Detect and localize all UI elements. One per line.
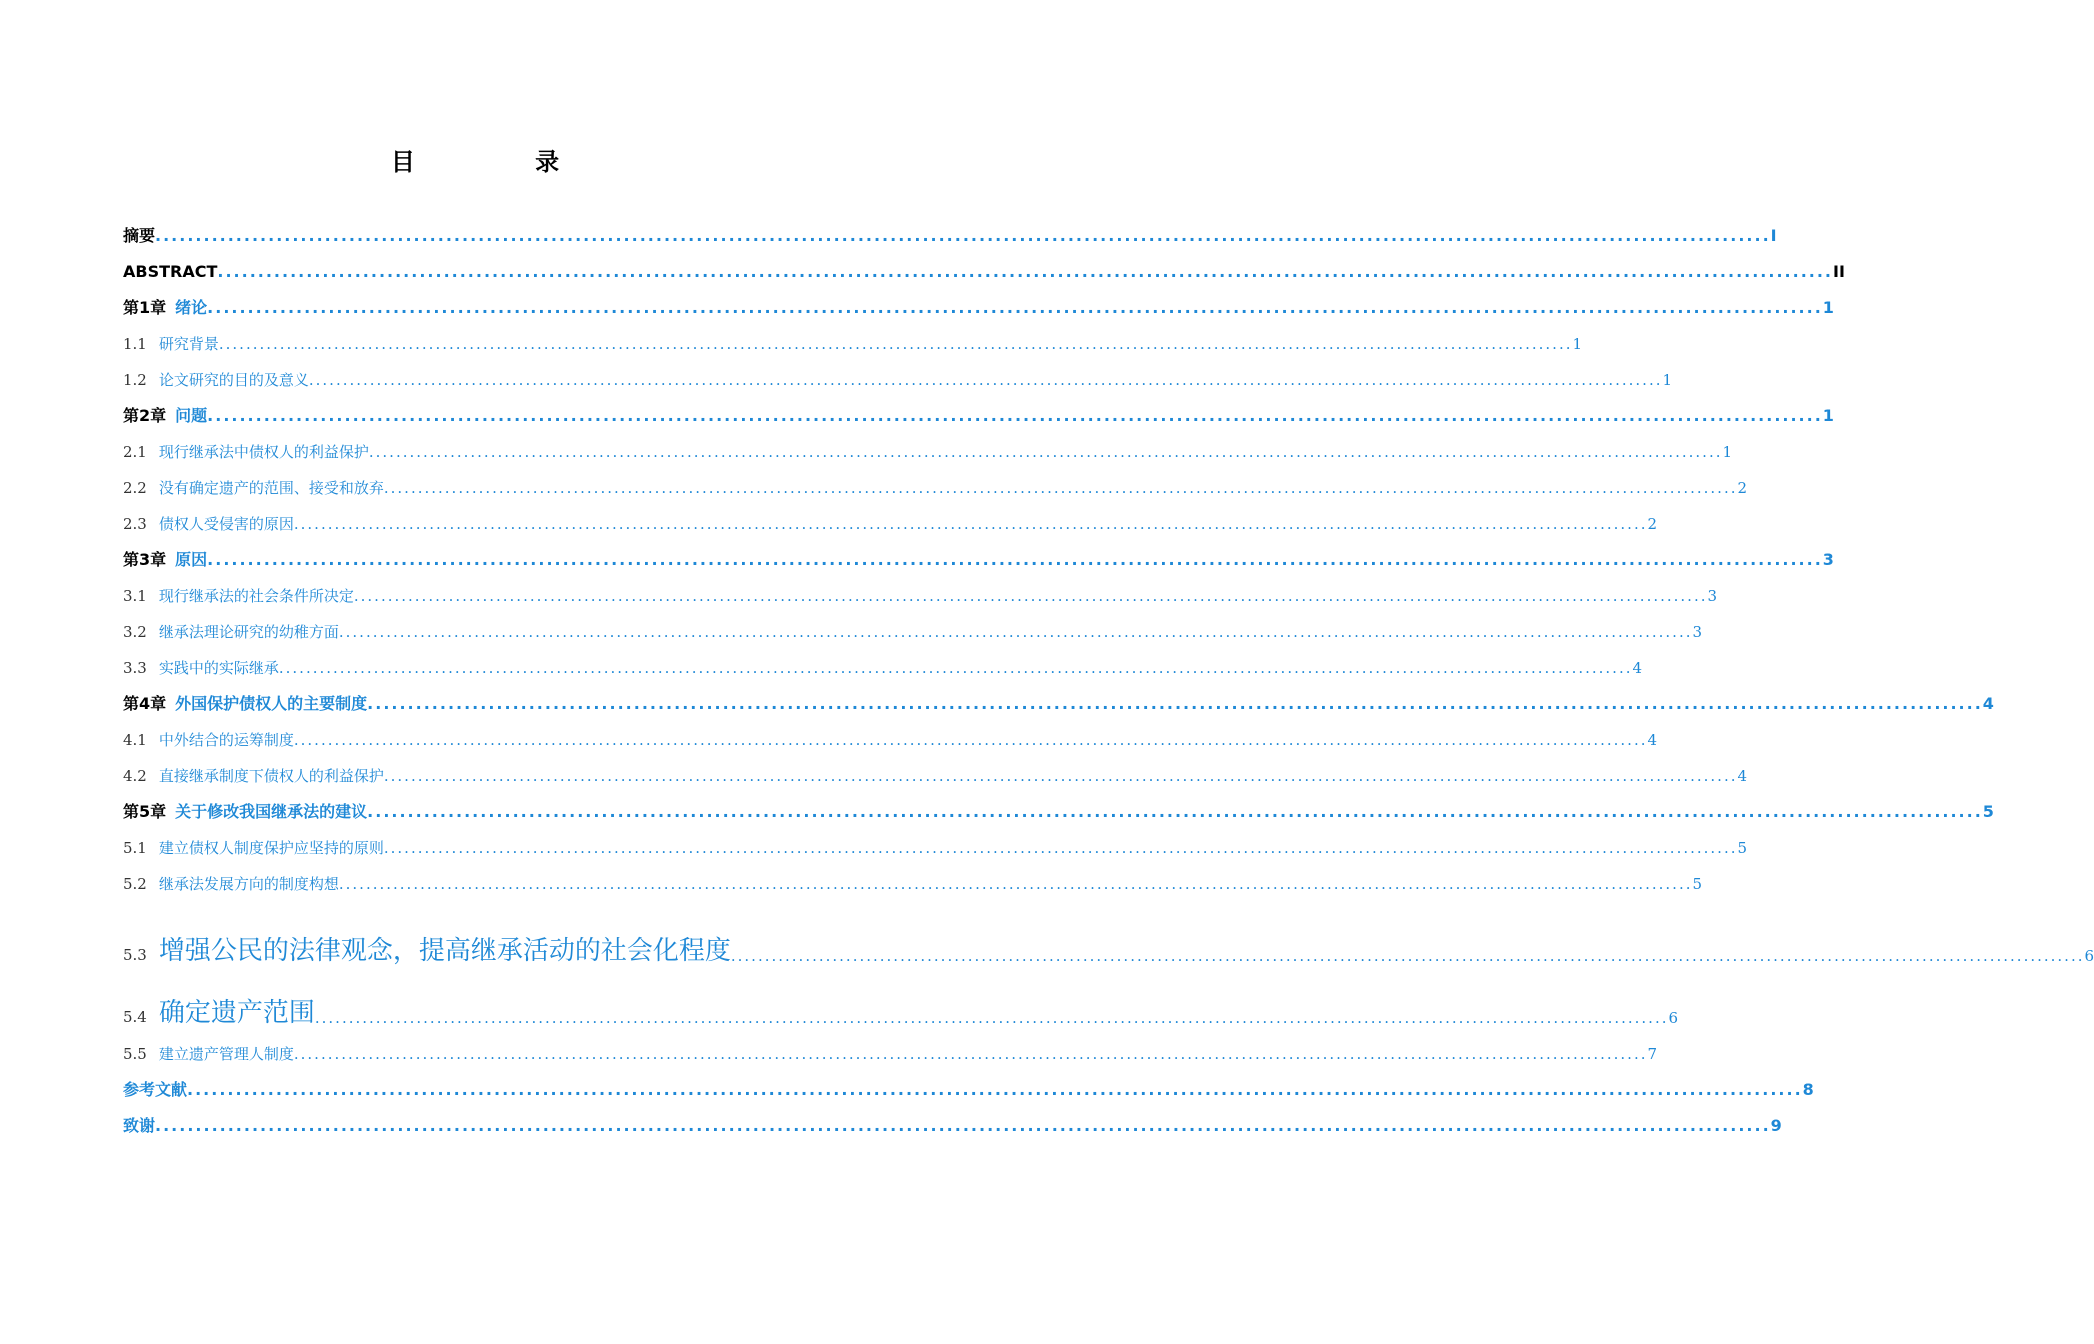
- toc-entry-label[interactable]: 增强公民的法律观念，提高继承活动的社会化程度: [158, 936, 731, 966]
- toc-dot-leader: ........................................................................................................................................................................................................: [207, 298, 1823, 317]
- toc-entry[interactable]: [123, 352, 1673, 389]
- toc-entry[interactable]: [123, 784, 1994, 821]
- toc-dot-leader: ........................................................................................................................................................................................................: [367, 802, 1983, 821]
- toc-entry-number: 3.2: [123, 623, 147, 641]
- toc-entry-label[interactable]: 中外结合的运筹制度: [158, 731, 294, 749]
- toc-entry-label[interactable]: 实践中的实际继承: [158, 659, 279, 677]
- toc-entry[interactable]: [123, 604, 1703, 641]
- toc-entry[interactable]: [123, 1062, 1814, 1099]
- toc-dot-leader: ........................................................................................................................................................................................................: [383, 767, 1738, 785]
- toc-entry-label[interactable]: 摘要: [123, 226, 156, 245]
- toc-entry[interactable]: [123, 676, 1994, 713]
- toc-entry-number: 第4章: [123, 694, 167, 713]
- toc-dot-leader: ........................................................................................................................................................................................................: [293, 1045, 1648, 1063]
- toc-entry[interactable]: [123, 460, 1748, 497]
- toc-dot-leader: ........................................................................................................................................................................................................: [730, 947, 2085, 965]
- toc-dot-leader: ........................................................................................................................................................................................................: [383, 479, 1738, 497]
- toc-page-number[interactable]: 2: [1647, 515, 1658, 533]
- toc-entry-label[interactable]: ABSTRACT: [123, 262, 218, 281]
- toc-entry-label[interactable]: 外国保护债权人的主要制度: [175, 694, 368, 713]
- toc-page-number[interactable]: 3: [1822, 550, 1834, 569]
- toc-page-number[interactable]: 1: [1662, 371, 1673, 389]
- toc-page-number[interactable]: 9: [1770, 1116, 1782, 1135]
- toc-page-number[interactable]: 7: [1647, 1045, 1658, 1063]
- toc-page-number[interactable]: 6: [1668, 1009, 1679, 1027]
- toc-entry-number: 5.1: [123, 839, 147, 857]
- toc-entry-number: 第3章: [123, 550, 167, 569]
- toc-entry[interactable]: [123, 1098, 1782, 1135]
- toc-entry-number: 3.3: [123, 659, 147, 677]
- toc-entry[interactable]: [123, 640, 1643, 677]
- toc-entry[interactable]: [123, 496, 1658, 533]
- toc-page-number[interactable]: 1: [1822, 406, 1834, 425]
- toc-entry-label[interactable]: 论文研究的目的及意义: [158, 371, 309, 389]
- toc-entry-label[interactable]: 没有确定遗产的范围、接受和放弃: [158, 479, 384, 497]
- toc-entry-number: 第1章: [123, 298, 167, 317]
- toc-entry-label[interactable]: 债权人受侵害的原因: [158, 515, 294, 533]
- toc-entry-number: 1.1: [123, 335, 147, 353]
- toc-page-number[interactable]: 3: [1707, 587, 1718, 605]
- toc-entry-label[interactable]: 现行继承法的社会条件所决定: [158, 587, 354, 605]
- toc-entry-number: 3.1: [123, 587, 147, 605]
- toc-page-number[interactable]: II: [1833, 262, 1845, 281]
- toc-entry-label[interactable]: 继承法发展方向的制度构想: [158, 875, 339, 893]
- toc-entry-label[interactable]: 直接继承制度下债权人的利益保护: [158, 767, 384, 785]
- toc-dot-leader: ........................................................................................................................................................................................................: [207, 406, 1823, 425]
- toc-dot-leader: ........................................................................................................................................................................................................: [217, 262, 1833, 281]
- toc-title: 目 录: [390, 148, 616, 176]
- toc-entry-label[interactable]: 研究背景: [158, 335, 219, 353]
- toc-entry[interactable]: [123, 856, 1703, 893]
- toc-entry-label[interactable]: 关于修改我国继承法的建议: [175, 802, 368, 821]
- toc-entry[interactable]: [123, 280, 1834, 317]
- toc-entry-label[interactable]: 致谢: [123, 1116, 156, 1135]
- toc-entry[interactable]: [123, 568, 1718, 605]
- toc-dot-leader: ........................................................................................................................................................................................................: [367, 694, 1983, 713]
- toc-dot-leader: ........................................................................................................................................................................................................: [218, 335, 1573, 353]
- toc-entry[interactable]: [123, 748, 1748, 785]
- toc-entry-label[interactable]: 继承法理论研究的幼稚方面: [158, 623, 339, 641]
- toc-entry[interactable]: [123, 388, 1834, 425]
- toc-entry[interactable]: [123, 316, 1583, 353]
- toc-page-number[interactable]: 3: [1692, 623, 1703, 641]
- toc-entry[interactable]: [123, 532, 1834, 569]
- toc-entry-number: 5.5: [123, 1045, 147, 1063]
- toc-entry-label[interactable]: 建立债权人制度保护应坚持的原则: [158, 839, 384, 857]
- toc-entry-number: 第2章: [123, 406, 167, 425]
- toc-page-number[interactable]: 4: [1632, 659, 1643, 677]
- toc-entry-label[interactable]: 问题: [175, 406, 208, 425]
- toc-dot-leader: ........................................................................................................................................................................................................: [207, 550, 1823, 569]
- toc-entry[interactable]: [123, 1026, 1658, 1063]
- toc-entry-label[interactable]: 现行继承法中债权人的利益保护: [158, 443, 369, 461]
- toc-dot-leader: ........................................................................................................................................................................................................: [383, 839, 1738, 857]
- table-of-contents: [123, 208, 2094, 1135]
- toc-dot-leader: ........................................................................................................................................................................................................: [293, 731, 1648, 749]
- toc-entry-label[interactable]: 绪论: [175, 298, 208, 317]
- toc-entry-number: 第5章: [123, 802, 167, 821]
- toc-dot-leader: ........................................................................................................................................................................................................: [293, 515, 1648, 533]
- toc-page-number[interactable]: 8: [1802, 1080, 1814, 1099]
- toc-entry-number: 2.2: [123, 479, 147, 497]
- toc-page-number[interactable]: 4: [1647, 731, 1658, 749]
- toc-entry-label[interactable]: 参考文献: [123, 1080, 188, 1099]
- toc-entry-label[interactable]: 建立遗产管理人制度: [158, 1045, 294, 1063]
- toc-entry-number: 5.3: [123, 946, 147, 964]
- toc-page-number[interactable]: 1: [1572, 335, 1583, 353]
- toc-page-number[interactable]: 6: [2084, 947, 2094, 965]
- toc-dot-leader: ........................................................................................................................................................................................................: [155, 226, 1771, 245]
- toc-page-number[interactable]: I: [1770, 226, 1777, 245]
- toc-entry-label[interactable]: 原因: [175, 550, 208, 569]
- toc-dot-leader: ........................................................................................................................................................................................................: [187, 1080, 1803, 1099]
- toc-page-number[interactable]: 5: [1692, 875, 1703, 893]
- toc-page-number[interactable]: 2: [1737, 479, 1748, 497]
- toc-entry[interactable]: [123, 424, 1733, 461]
- toc-entry[interactable]: [123, 820, 1748, 857]
- toc-dot-leader: ........................................................................................................................................................................................................: [155, 1116, 1771, 1135]
- toc-dot-leader: ........................................................................................................................................................................................................: [353, 587, 1708, 605]
- toc-entry-number: 2.1: [123, 443, 147, 461]
- toc-dot-leader: ........................................................................................................................................................................................................: [314, 1009, 1669, 1027]
- toc-entry-number: 5.4: [123, 1008, 147, 1026]
- toc-entry[interactable]: [123, 208, 1777, 245]
- toc-page-number[interactable]: 5: [1737, 839, 1748, 857]
- toc-page-number[interactable]: 1: [1722, 443, 1733, 461]
- toc-dot-leader: ........................................................................................................................................................................................................: [338, 875, 1693, 893]
- toc-page-number[interactable]: 4: [1982, 694, 1994, 713]
- toc-page-number[interactable]: 4: [1737, 767, 1748, 785]
- toc-entry-label[interactable]: 确定遗产范围: [158, 998, 315, 1028]
- toc-page-number[interactable]: 5: [1982, 802, 1994, 821]
- toc-entry-number: 5.2: [123, 875, 147, 893]
- toc-dot-leader: ........................................................................................................................................................................................................: [368, 443, 1723, 461]
- toc-entry-number: 1.2: [123, 371, 147, 389]
- toc-entry-number: 4.2: [123, 767, 147, 785]
- toc-entry[interactable]: [123, 892, 2094, 966]
- toc-entry[interactable]: [123, 712, 1658, 749]
- toc-dot-leader: ........................................................................................................................................................................................................: [278, 659, 1633, 677]
- toc-dot-leader: ........................................................................................................................................................................................................: [338, 623, 1693, 641]
- toc-page-number[interactable]: 1: [1822, 298, 1834, 317]
- toc-dot-leader: ........................................................................................................................................................................................................: [308, 371, 1663, 389]
- toc-entry[interactable]: [123, 964, 1679, 1028]
- toc-entry[interactable]: [123, 244, 1845, 281]
- toc-entry-number: 4.1: [123, 731, 147, 749]
- toc-entry-number: 2.3: [123, 515, 147, 533]
